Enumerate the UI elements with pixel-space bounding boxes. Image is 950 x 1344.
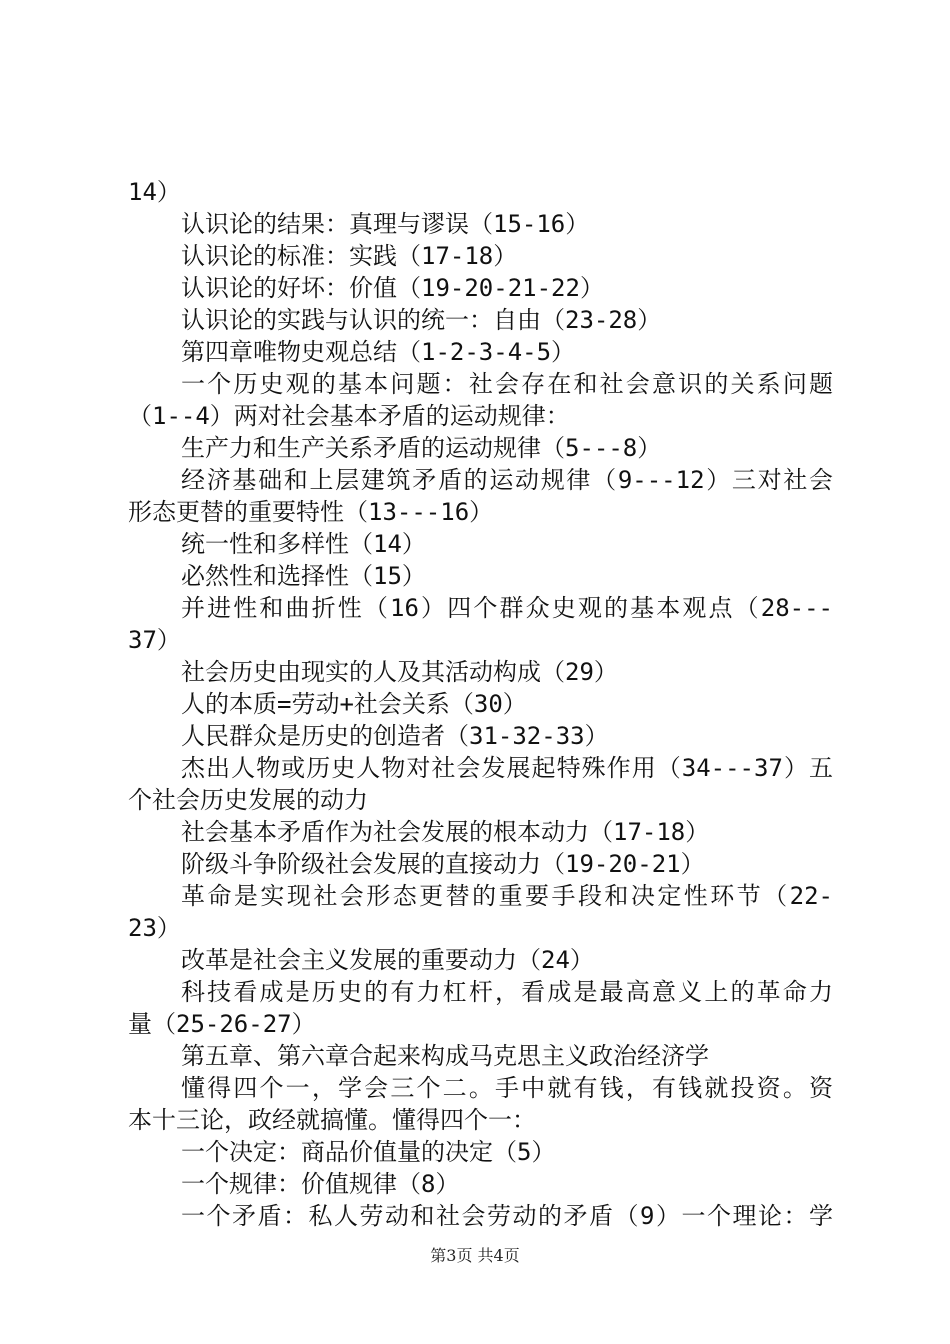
text-line: 革命是实现社会形态更替的重要手段和决定性环节（22- [181, 882, 833, 910]
text-line: 懂得四个一，学会三个二。手中就有钱，有钱就投资。资 [181, 1074, 833, 1102]
text-line: 科技看成是历史的有力杠杆，看成是最高意义上的革命力 [181, 978, 833, 1006]
text-line: 认识论的结果：真理与谬误（15-16） [181, 210, 590, 238]
text-line: 认识论的实践与认识的统一：自由（23-28） [181, 306, 662, 334]
text-line: 人的本质=劳动+社会关系（30） [181, 690, 527, 718]
text-line: 23） [128, 914, 181, 942]
text-line: 经济基础和上层建筑矛盾的运动规律（9---12）三对社会 [181, 466, 833, 494]
text-line: 杰出人物或历史人物对社会发展起特殊作用（34---37）五 [181, 754, 833, 782]
text-line: 形态更替的重要特性（13---16） [128, 498, 494, 526]
body-text [128, 176, 833, 1232]
text-line: 改革是社会主义发展的重要动力（24） [181, 946, 594, 974]
chapter-heading: 第四章唯物史观总结（1-2-3-4-5） [181, 338, 576, 366]
text-line: 一个历史观的基本问题：社会存在和社会意识的关系问题 [181, 370, 833, 398]
text-line: （1--4）两对社会基本矛盾的运动规律： [128, 402, 570, 430]
text-line: 量（25-26-27） [128, 1010, 316, 1038]
page-number-footer: 第3页 共4页 [430, 1246, 520, 1265]
text-line: 本十三论，政经就搞懂。懂得四个一： [128, 1106, 536, 1134]
text-line: 生产力和生产关系矛盾的运动规律（5---8） [181, 434, 662, 462]
text-line: 人民群众是历史的创造者（31-32-33） [181, 722, 609, 750]
text-line: 37） [128, 626, 181, 654]
text-line: 认识论的标准：实践（17-18） [181, 242, 518, 270]
text-line: 阶级斗争阶级社会发展的直接动力（19-20-21） [181, 850, 705, 878]
text-line: 一个规律：价值规律（8） [181, 1170, 460, 1198]
text-line: 一个决定：商品价值量的决定（5） [181, 1138, 556, 1166]
text-line: 认识论的好坏：价值（19-20-21-22） [181, 274, 604, 302]
text-line: 并进性和曲折性（16）四个群众史观的基本观点（28--- [181, 594, 833, 622]
text-line: 社会基本矛盾作为社会发展的根本动力（17-18） [181, 818, 710, 846]
text-line: 个社会历史发展的动力 [128, 786, 368, 814]
text-line: 必然性和选择性（15） [181, 562, 426, 590]
text-line: 一个矛盾：私人劳动和社会劳动的矛盾（9）一个理论：学 [181, 1202, 833, 1230]
text-line: 14） [128, 178, 181, 206]
text-line: 统一性和多样性（14） [181, 530, 426, 558]
chapter-heading: 第五章、第六章合起来构成马克思主义政治经济学 [181, 1042, 709, 1070]
text-line: 社会历史由现实的人及其活动构成（29） [181, 658, 618, 686]
